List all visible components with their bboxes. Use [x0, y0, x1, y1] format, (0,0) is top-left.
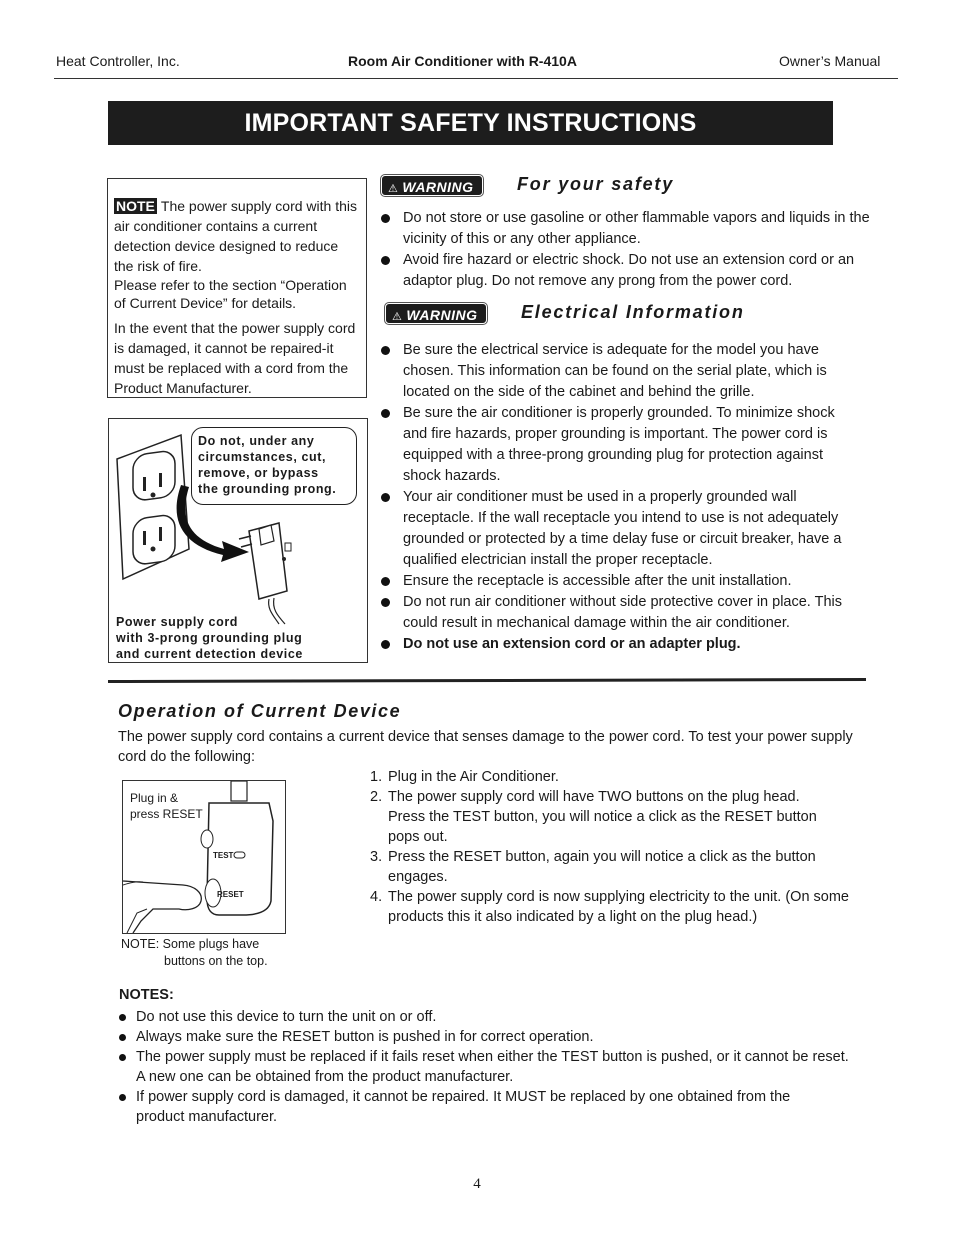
page-number: 4 [473, 1176, 481, 1192]
list-item: Always make sure the RESET button is pushed in for correct operation. [119, 1027, 859, 1047]
step-number: 1. [370, 769, 383, 785]
illustration-caption [116, 614, 303, 662]
test-steps-list [370, 767, 870, 927]
warning-triangle-icon: ⚠ [392, 311, 403, 323]
list-item: Your air conditioner must be used in a properly grounded wall receptacle. If the wall receptacle you intend to use is not adequately grounded or protected by a time delay fuse or circuit breaker, have a qualified electrician install the proper receptacle. [381, 487, 859, 571]
header-rule [54, 78, 898, 79]
list-item: Be sure the air conditioner is properly grounded. To minimize shock and fire hazards, proper grounding is important. The power cord is equipped with a three-prong grounding plug for protection against shock hazards. [381, 403, 859, 487]
plug-note-line: buttons on the top. [164, 954, 268, 968]
warning-badge-label: WARNING [402, 179, 474, 195]
step-text: The power supply cord is now supplying electricity to the unit. (On some products this it also indicated by a light on the plug head.) [388, 889, 849, 925]
list-item: Ensure the receptacle is accessible after the unit installation. [381, 571, 859, 592]
test-button-label: TEST [213, 851, 234, 860]
step-text: The power supply cord will have TWO buttons on the plug head. Press the TEST button, you will notice a click as the RESET button pops out. [388, 789, 817, 845]
callout-line: the grounding prong. [198, 482, 337, 496]
caption-line: and current detection device [116, 647, 303, 661]
step-text: Press the RESET button, again you will notice a click as the button engages. [388, 849, 816, 885]
plug-note-line: NOTE: Some plugs have [121, 937, 260, 951]
list-item: Do not use this device to turn the unit on or off. [119, 1007, 859, 1027]
step-number: 3. [370, 849, 383, 865]
list-item: Be sure the electrical service is adequate for the model you have chosen. This information can be found on the serial plate, which is located on the side of the cabinet and behind the grille. [381, 340, 859, 403]
note-tag: NOTE [116, 198, 155, 214]
list-item: Do not use an extension cord or an adapter plug. [381, 634, 859, 655]
operation-section-title: Operation of Current Device [118, 701, 402, 721]
callout-line: Do not, under any [198, 434, 315, 448]
list-item: The power supply must be replaced if it fails reset when either the TEST button is pushed, or it cannot be reset. A new one can be obtained from the product manufacturer. [119, 1047, 856, 1087]
plug-instruction-label [130, 790, 203, 822]
step-number: 2. [370, 789, 383, 805]
step-text: Plug in the Air Conditioner. [388, 769, 559, 785]
safety-section-title: For your safety [517, 174, 675, 194]
list-item: Avoid fire hazard or electric shock. Do not use an extension cord or an adaptor plug. Do not remove any prong from the power cord. [381, 250, 876, 292]
page-title-banner [108, 101, 833, 145]
callout-line: circumstances, cut, [198, 450, 327, 464]
grounding-warning-callout [191, 427, 357, 505]
electrical-list [381, 340, 859, 655]
section-divider [108, 678, 866, 683]
note-paragraph-2: Please refer to the section “Operation of Current Device” for details. [114, 277, 347, 311]
header-doc-type: Owner’s Manual [779, 53, 881, 69]
notes-heading: NOTES: [119, 987, 174, 1003]
list-item [370, 847, 840, 887]
note-paragraph-1: The power supply cord with this air conditioner contains a current detection device designed to reduce the risk of fire. [114, 198, 357, 274]
list-item: If power supply cord is damaged, it cannot be repaired. It MUST be replaced by one obtained from the product manufacturer. [119, 1087, 836, 1127]
step-number: 4. [370, 889, 383, 905]
list-item: Do not run air conditioner without side protective cover in place. This could result in mechanical damage within the air conditioner. [381, 592, 859, 634]
plug-label-line: press RESET [130, 807, 203, 821]
page-title: IMPORTANT SAFETY INSTRUCTIONS [244, 108, 697, 137]
reset-button-label: RESET [217, 890, 244, 899]
safety-list [381, 208, 876, 292]
note-box [107, 178, 367, 398]
warning-triangle-icon: ⚠ [388, 183, 399, 195]
operation-intro: The power supply cord contains a current device that senses damage to the power cord. To test your power supply cord do the following: [118, 729, 853, 765]
caption-line: with 3-prong grounding plug [116, 631, 303, 645]
list-item: Do not store or use gasoline or other flammable vapors and liquids in the vicinity of this or any other appliance. [381, 208, 876, 250]
callout-line: remove, or bypass [198, 466, 319, 480]
header-company: Heat Controller, Inc. [56, 53, 180, 69]
warning-badge-safety [382, 176, 482, 195]
warning-badge-electrical [386, 304, 486, 323]
header-product: Room Air Conditioner with R-410A [348, 53, 577, 69]
list-item [370, 787, 820, 847]
list-item [370, 767, 870, 787]
note-paragraph-3: In the event that the power supply cord is damaged, it cannot be repaired-it must be replaced with a cord from the Product Manufacturer. [114, 320, 356, 396]
plug-note [121, 936, 268, 970]
list-item [370, 887, 850, 927]
electrical-section-title: Electrical Information [521, 302, 745, 322]
plug-label-line: Plug in & [130, 791, 179, 805]
caption-line: Power supply cord [116, 615, 239, 629]
warning-badge-label: WARNING [406, 307, 478, 323]
notes-list [119, 1007, 859, 1127]
